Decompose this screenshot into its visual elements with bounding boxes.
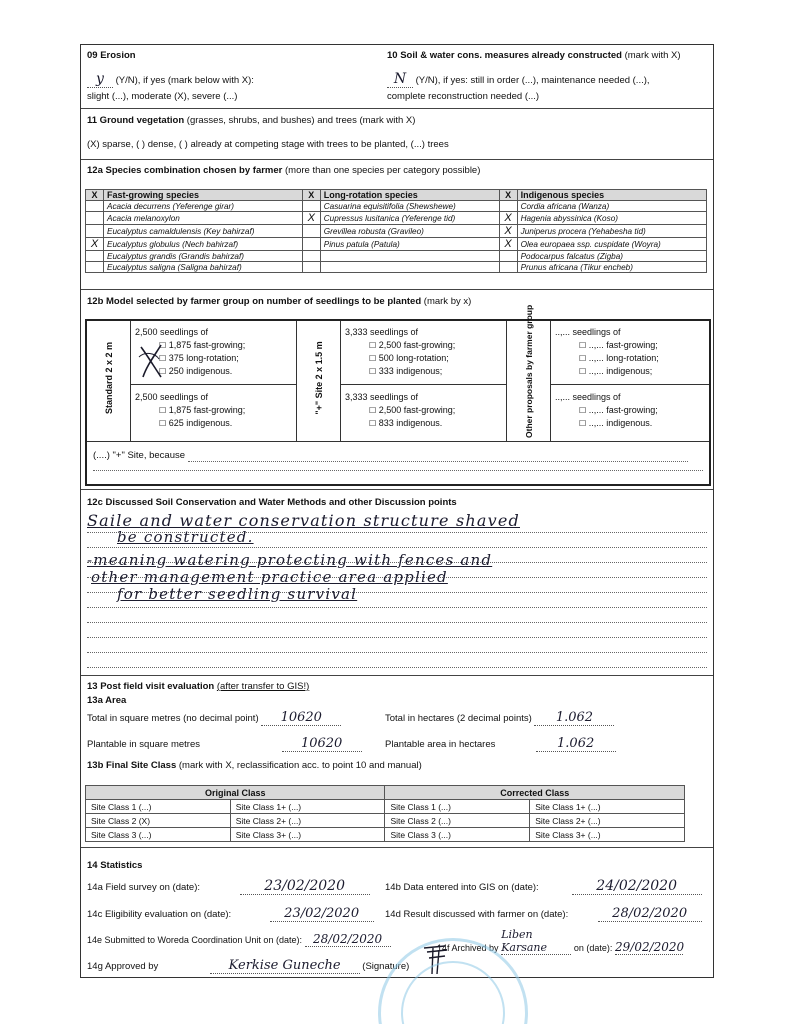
signature-label: (Signature) (362, 961, 410, 972)
site-class-cell[interactable]: Site Class 3+ (...) (530, 828, 685, 842)
submitted-date[interactable]: 28/02/2020 (305, 932, 391, 947)
plus-site-reason-field[interactable] (188, 450, 688, 462)
erosion-title: 09 Erosion (87, 50, 136, 61)
std-a-l2: 375 long-rotation; (168, 353, 239, 363)
site-class-cell[interactable]: Site Class 2+ (...) (530, 814, 685, 828)
archived-label: 14f Archived by (437, 943, 499, 953)
species-header-x1: X (86, 190, 104, 201)
section-12a (81, 160, 713, 290)
site-class-cell[interactable]: Site Class 1 (...) (86, 800, 231, 814)
discussion-line-5: for better seedling survival (117, 585, 358, 603)
other-proposals-label: Other proposals by farmer group (524, 304, 534, 438)
post-field-title: 13 Post field visit evaluation (87, 681, 215, 692)
section-09-10 (81, 45, 713, 109)
species-fast: Eucalyptus camaldulensis (Key bahirzaf) (104, 225, 303, 238)
species-ind: Olea europaea ssp. cuspidate (Woyra) (517, 238, 706, 251)
std-a-check-mark[interactable] (137, 341, 165, 381)
species-check-fast[interactable] (86, 212, 104, 225)
field-survey-date[interactable]: 23/02/2020 (240, 878, 370, 895)
model-note: (mark by x) (423, 296, 472, 307)
section-12c (81, 490, 713, 676)
species-row (86, 212, 707, 225)
site-class-cell[interactable]: Site Class 3 (...) (86, 828, 231, 842)
archived-date[interactable]: 29/02/2020 (615, 940, 685, 954)
species-row (86, 238, 707, 251)
species-long: Pinus patula (Patula) (320, 238, 499, 251)
species-check-fast[interactable] (86, 225, 104, 238)
discussion-line-4: other management practice area applied (91, 568, 448, 586)
plus-a-l1: 2,500 fast-growing; (378, 340, 456, 350)
swc-value[interactable]: N (387, 71, 413, 88)
species-check-fast[interactable] (86, 251, 104, 262)
eligibility-date[interactable]: 23/02/2020 (270, 906, 374, 922)
species-check-ind[interactable]: X (499, 225, 517, 238)
site-class-cell[interactable]: Site Class 1+ (...) (530, 800, 685, 814)
standard-label: Standard 2 x 2 m (104, 341, 114, 415)
erosion-value[interactable]: y (87, 71, 113, 88)
archived-by-name[interactable]: Liben Karsane (501, 928, 571, 955)
species-long: Casuarina equisitifolia (Shewshewe) (320, 201, 499, 212)
plantable-ha-label: Plantable area in hectares (385, 739, 496, 750)
species-fast: Eucalyptus grandis (Grandis bahirzaf) (104, 251, 303, 262)
ground-veg-note: (grasses, shrubs, and bushes) and trees (mark with X) (186, 115, 416, 126)
species-ind: Podocarpus falcatus (Zigba) (517, 251, 706, 262)
std-a-l3: 250 indigenous. (168, 366, 233, 376)
site-class-table (85, 785, 685, 842)
oth-b-l2: ..,... indigenous. (588, 418, 653, 428)
species-check-long[interactable]: X (302, 212, 320, 225)
plus-site-reason-label: (....) "+" Site, because (93, 450, 186, 461)
std-a-l1: 1,875 fast-growing; (168, 340, 246, 350)
statistics-title: 14 Statistics (87, 860, 143, 871)
model-grid: Standard 2 x 2 m 2,500 seedlings of ☐ 1,875 fast-growing; ☐ 375 long-rotation; ☐ 250 indigenous. 2,500 seedlings of ☐ 1,875 fast-growing; ☐ 625 indigenous. "+" Site 2 x 1.5 m 3,333 seedlings of ☐ 2,500 fast-growing; ☐ 500 long-rotation; ☐ 333 indigenous; 3,333 seedlings of ☐ 2,500 fast-growing; ☐ 833 indigenous. Other proposals by farmer group ..,... seedlings of ☐ ..,... fast-growing; ☐ ..,... long-rotation; ☐ ..,... indigenous; ..,... seedlings of ☐ ..,... fast-growing; ☐ ..,... indigenous. (....) "+" Site, because (85, 319, 711, 486)
species-title: 12a Species combination chosen by farmer (87, 165, 283, 176)
approved-label: 14g Approved by (87, 961, 159, 972)
std-b-l1: 1,875 fast-growing; (168, 405, 246, 415)
approved-by-name[interactable]: Kerkise Guneche (210, 958, 360, 974)
site-class-row (86, 800, 685, 814)
species-long: Grevillea robusta (Gravileo) (320, 225, 499, 238)
species-ind: Juniperus procera (Yehabesha tid) (517, 225, 706, 238)
total-sqm-label: Total in square metres (no decimal point) (87, 713, 259, 724)
species-check-fast[interactable] (86, 262, 104, 273)
discussion-title: 12c Discussed Soil Conservation and Water Methods and other Discussion points (87, 497, 457, 508)
species-check-ind[interactable] (499, 201, 517, 212)
original-class-header: Original Class (86, 786, 385, 800)
std-b-l2: 625 indigenous. (168, 418, 233, 428)
site-class-cell[interactable]: Site Class 2 (...) (385, 814, 530, 828)
plus-a-title: 3,333 seedlings of (345, 327, 419, 337)
species-check-ind[interactable]: X (499, 238, 517, 251)
ground-veg-title: 11 Ground vegetation (87, 115, 185, 126)
species-check-long[interactable] (302, 225, 320, 238)
species-check-ind[interactable] (499, 251, 517, 262)
plantable-sqm-label: Plantable in square metres (87, 739, 201, 750)
species-header-x2: X (302, 190, 320, 201)
gis-entry-date[interactable]: 24/02/2020 (572, 878, 702, 895)
erosion-levels: slight (...), moderate (X), severe (...) (87, 91, 238, 102)
species-row (86, 225, 707, 238)
form-page (80, 44, 714, 978)
species-check-long[interactable] (302, 251, 320, 262)
oth-b-title: ..,... seedlings of (555, 392, 621, 402)
species-check-fast[interactable]: X (86, 238, 104, 251)
model-title: 12b Model selected by farmer group on number of seedlings to be planted (87, 296, 422, 307)
result-discussed-label: 14d Result discussed with farmer on (date): (385, 909, 569, 920)
species-ind: Cordia africana (Wanza) (517, 201, 706, 212)
species-long (320, 262, 499, 273)
swc-reconstruction: complete reconstruction needed (...) (387, 91, 540, 102)
section-11 (81, 109, 713, 160)
post-field-note: (after transfer to GIS!) (216, 681, 310, 692)
swc-title-note: (mark with X) (624, 50, 681, 61)
gis-entry-label: 14b Data entered into GIS on (date): (385, 882, 539, 893)
oth-a-l1: ..,... fast-growing; (588, 340, 658, 350)
discussion-line-1: Saile and water conservation structure shaved (87, 511, 520, 530)
discussion-line-2: be constructed. (117, 528, 254, 546)
species-long: Cupressus lusitanica (Yeferenge tid) (320, 212, 499, 225)
species-check-long[interactable] (302, 201, 320, 212)
discussion-line-3: -meaning watering protecting with fences and (87, 551, 493, 569)
swc-question: (Y/N), if yes: still in order (...), maintenance needed (...), (415, 75, 650, 86)
site-class-cell[interactable]: Site Class 3+ (...) (230, 828, 385, 842)
std-a-title: 2,500 seedlings of (135, 327, 209, 337)
oth-a-l3: ..,... indigenous; (588, 366, 653, 376)
total-sqm-value[interactable]: 10620 (261, 710, 341, 726)
corrected-class-header: Corrected Class (385, 786, 685, 800)
plantable-ha-value[interactable]: 1.062 (536, 736, 616, 752)
species-header-ind: Indigenous species (517, 190, 706, 201)
species-header-fast: Fast-growing species (104, 190, 303, 201)
field-survey-label: 14a Field survey on (date): (87, 882, 201, 893)
erosion-question: (Y/N), if yes (mark below with X): (115, 75, 254, 86)
species-fast: Acacia decurrens (Yeferenge girar) (104, 201, 303, 212)
final-class-title: 13b Final Site Class (87, 760, 177, 771)
species-check-fast[interactable] (86, 201, 104, 212)
site-class-cell[interactable]: Site Class 1 (...) (385, 800, 530, 814)
oth-b-l1: ..,... fast-growing; (588, 405, 658, 415)
species-table (85, 189, 707, 273)
plus-a-l2: 500 long-rotation; (378, 353, 449, 363)
species-ind: Hagenia abyssinica (Koso) (517, 212, 706, 225)
total-ha-value[interactable]: 1.062 (534, 710, 614, 726)
plus-site-reason-field-2[interactable] (93, 470, 703, 471)
site-class-cell[interactable]: Site Class 3 (...) (385, 828, 530, 842)
species-ind: Prunus africana (Tikur encheb) (517, 262, 706, 273)
std-b-title: 2,500 seedlings of (135, 392, 209, 402)
section-14 (81, 848, 713, 978)
submitted-label: 14e Submitted to Woreda Coordination Unit on (date): (87, 935, 302, 945)
eligibility-label: 14c Eligibility evaluation on (date): (87, 909, 232, 920)
site-class-cell[interactable]: Site Class 2+ (...) (230, 814, 385, 828)
oth-a-l2: ..,... long-rotation; (588, 353, 659, 363)
species-long (320, 251, 499, 262)
total-ha-label: Total in hectares (2 decimal points) (385, 713, 532, 724)
species-row (86, 262, 707, 273)
oth-a-title: ..,... seedlings of (555, 327, 621, 337)
species-note: (more than one species per category possible) (285, 165, 481, 176)
archived-date-label: on (date): (573, 943, 613, 953)
site-class-cell[interactable]: Site Class 1+ (...) (230, 800, 385, 814)
plus-b-l1: 2,500 fast-growing; (378, 405, 456, 415)
area-title: 13a Area (87, 695, 127, 706)
plantable-sqm-value[interactable]: 10620 (282, 736, 362, 752)
species-check-long[interactable] (302, 262, 320, 273)
species-check-long[interactable] (302, 238, 320, 251)
species-check-ind[interactable] (499, 262, 517, 273)
plus-a-l3: 333 indigenous; (378, 366, 443, 376)
species-check-ind[interactable]: X (499, 212, 517, 225)
site-class-cell[interactable]: Site Class 2 (X) (86, 814, 231, 828)
species-row (86, 201, 707, 212)
section-13 (81, 676, 713, 848)
result-discussed-date[interactable]: 28/02/2020 (598, 906, 702, 922)
species-fast: Eucalyptus saligna (Saligna bahirzaf) (104, 262, 303, 273)
ground-veg-options: (X) sparse, ( ) dense, ( ) already at competing stage with trees to be planted, (...) trees (87, 139, 449, 150)
species-fast: Eucalyptus globulus (Nech bahirzaf) (104, 238, 303, 251)
plus-b-title: 3,333 seedlings of (345, 392, 419, 402)
plus-b-l2: 833 indigenous. (378, 418, 443, 428)
species-header-x3: X (499, 190, 517, 201)
plus-site-label: "+" Site 2 x 1.5 m (314, 341, 324, 415)
swc-title: 10 Soil & water cons. measures already constructed (387, 50, 622, 61)
final-class-note: (mark with X, reclassification acc. to point 10 and manual) (178, 760, 422, 771)
species-row (86, 251, 707, 262)
species-header-long: Long-rotation species (320, 190, 499, 201)
species-fast: Acacia melanoxylon (104, 212, 303, 225)
section-12b (81, 290, 713, 490)
site-class-row (86, 814, 685, 828)
site-class-row (86, 828, 685, 842)
discussion-handwriting[interactable] (87, 512, 707, 603)
